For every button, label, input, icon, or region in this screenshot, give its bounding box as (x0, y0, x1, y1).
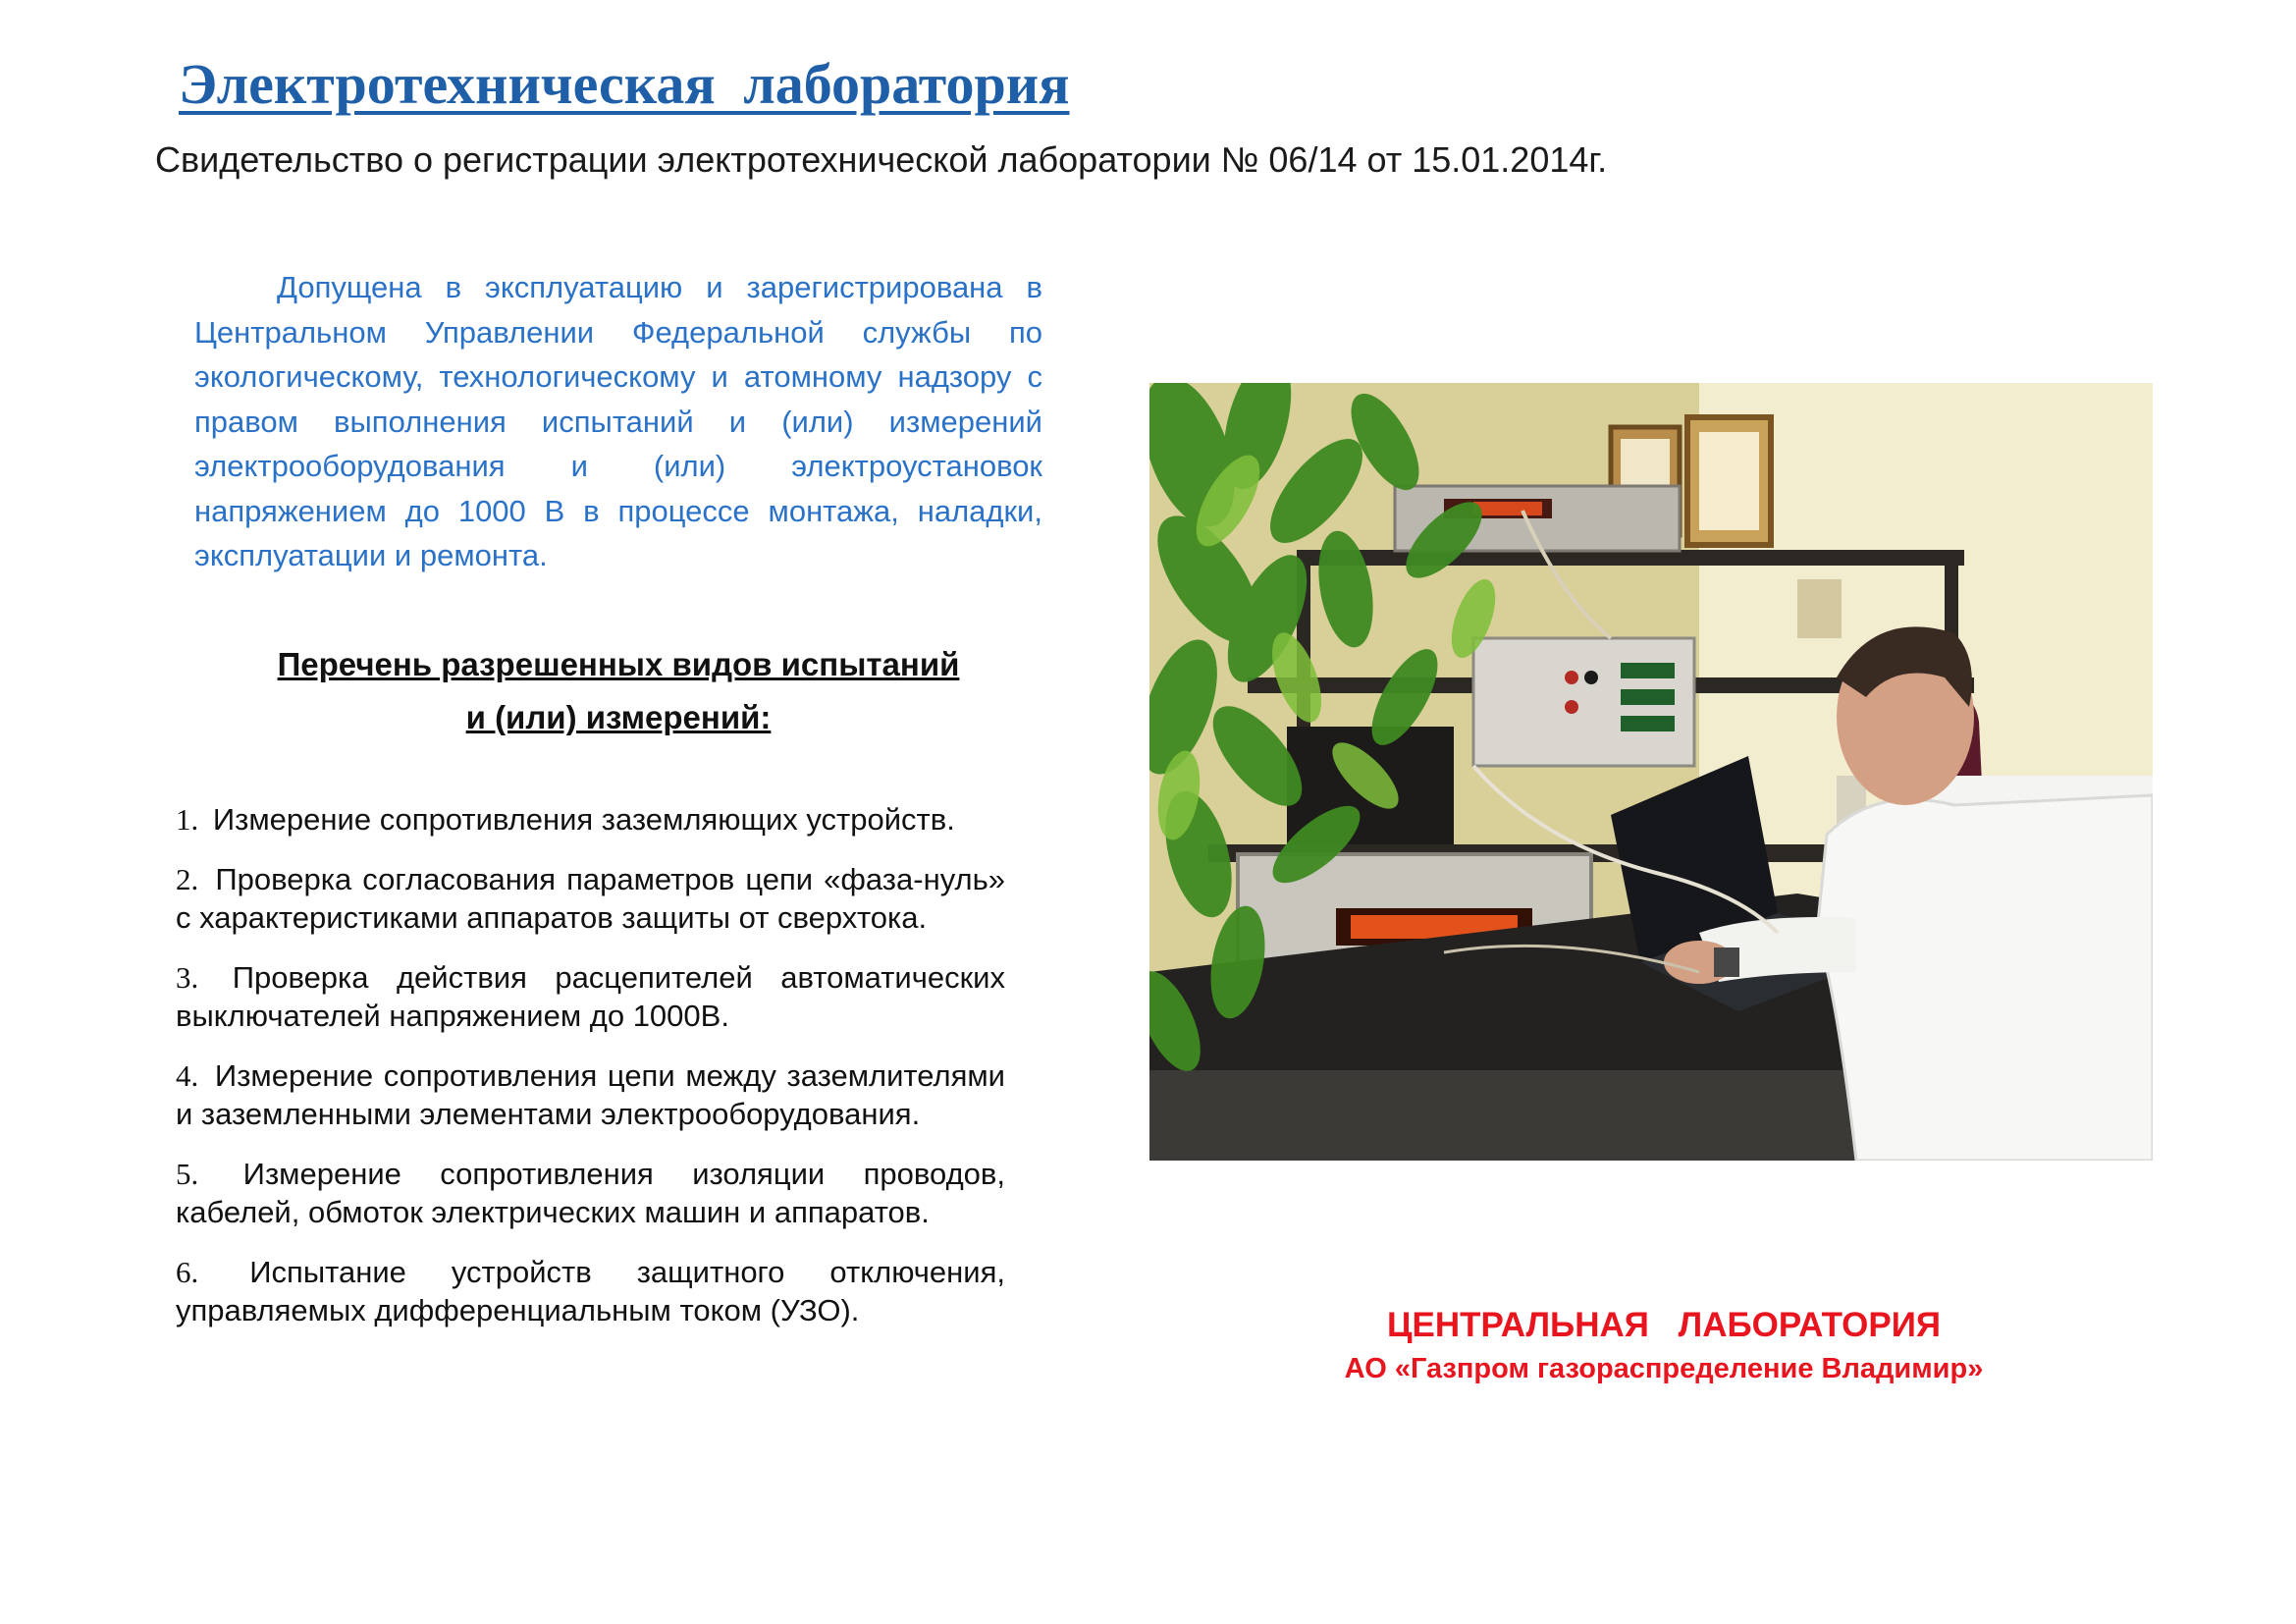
list-item-text: Измерение сопротивления изоляции проводов, кабелей, обмоток электрических машин и аппаратов. (176, 1157, 1005, 1229)
list-item (176, 800, 1005, 839)
tests-list (176, 800, 1005, 1329)
list-item (176, 1056, 1005, 1133)
list-item-text: Проверка действия расцепителей автоматических выключателей напряжением до 1000В. (176, 960, 1005, 1033)
list-item-text: Испытание устройств защитного отключения, управляемых дифференциальным током (УЗО). (176, 1255, 1005, 1327)
list-item (176, 860, 1005, 937)
registration-certificate: Свидетельство о регистрации электротехнической лаборатории № 06/14 от 15.01.2014г. (155, 139, 1608, 180)
tests-list-heading-line-1: Перечень разрешенных видов испытаний (277, 646, 960, 682)
laboratory-photo-illustration (1149, 383, 2153, 1161)
tests-list-heading (177, 638, 1060, 744)
list-item (176, 958, 1005, 1035)
list-item-number: 3. (176, 960, 199, 995)
footer-lab-title: ЦЕНТРАЛЬНАЯ ЛАБОРАТОРИЯ (1386, 1306, 1942, 1344)
intro-paragraph: Допущена в эксплуатацию и зарегистрирована в Центральном Управлении Федеральной службы по экологическому, технологическому и атомному надзору с правом выполнения испытаний и (или) измерений электрооборудования и (или) электроустановок напряжением до 1000 В в процессе монтажа, наладки, эксплуатации и ремонта. (194, 270, 1042, 572)
list-item (176, 1253, 1005, 1329)
laboratory-photo (1149, 383, 2153, 1161)
list-item-text: Измерение сопротивления цепи между заземлителями и заземленными элементами электрооборудования. (176, 1058, 1005, 1131)
list-item-number: 1. (176, 802, 199, 837)
list-item-number: 6. (176, 1255, 199, 1289)
list-item-number: 2. (176, 862, 199, 896)
page-title: Электротехническая лаборатория (179, 52, 1070, 116)
list-item-text: Измерение сопротивления заземляющих устройств. (212, 802, 955, 837)
list-item (176, 1155, 1005, 1231)
tests-list-heading-line-2: и (или) измерений: (465, 699, 772, 735)
footer-organization: АО «Газпром газораспределение Владимир» (1344, 1353, 1984, 1384)
list-item-number: 4. (176, 1058, 199, 1093)
list-item-number: 5. (176, 1157, 199, 1191)
list-item-text: Проверка согласования параметров цепи «фаза-нуль» с характеристиками аппаратов защиты от сверхтока. (176, 862, 1005, 935)
